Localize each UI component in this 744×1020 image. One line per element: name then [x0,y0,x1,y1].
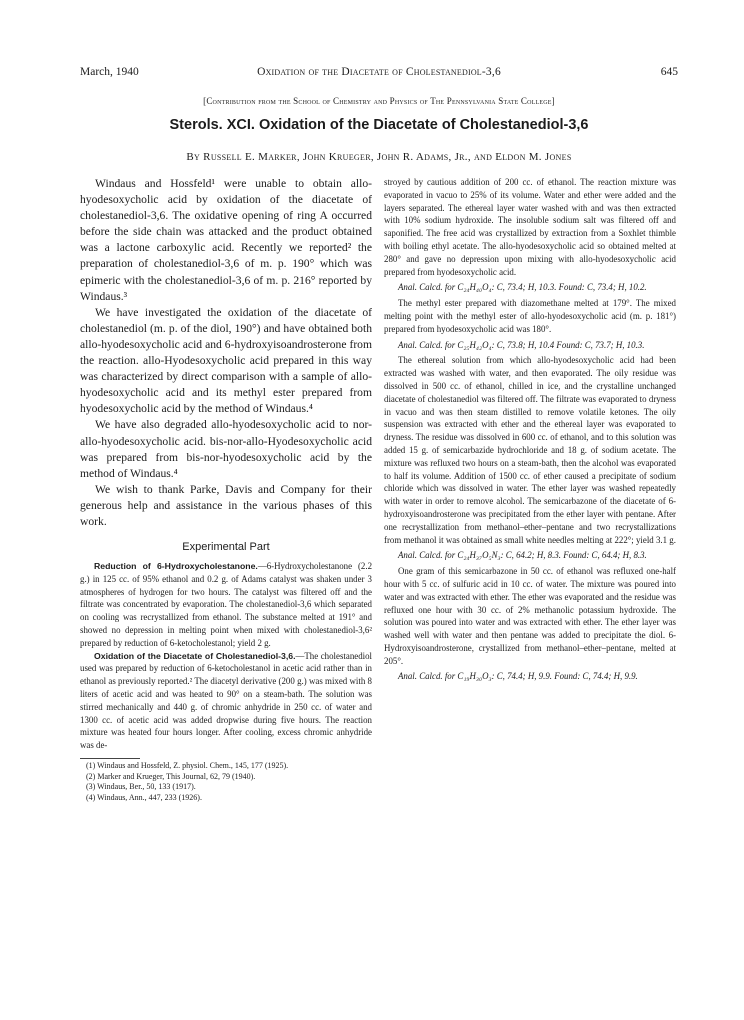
intro-paragraph: We have also degraded allo-hyodesoxycholic acid to nor-allo-hyodesoxycholic acid. bis-nor-allo-Hyodesoxycholic acid was prepared from bis-nor-hyodesoxycholic acid by the method of Windaus.⁴ [80,418,372,480]
intro-paragraph: We wish to thank Parke, Davis and Company for their generous help and assistance in the various phases of this work. [80,482,372,528]
left-column [80,176,372,803]
footnote: (4) Windaus, Ann., 447, 233 (1926). [86,792,202,802]
article-title: Sterols. XCI. Oxidation of the Diacetate of Cholestanediol-3,6 [169,117,589,133]
contribution-line: [Contribution from the School of Chemistry and Physics of The Pennsylvania State College] [203,96,555,106]
header-title: Oxidation of the Diacetate of Cholestanediol-3,6 [257,66,501,78]
experimental-heading: Experimental Part [182,541,270,554]
reduction-run-in-head: Reduction of 6-Hydroxycholestanone. [94,561,258,572]
introduction [80,176,372,530]
body-paragraph: The ethereal solution from which allo-hyodesoxycholic acid had been extracted was washed with water, and then evaporated. The oily residue was dissolved in 500 cc. of ethanol, chilled in ice, and the crystalline unchanged diacetate of cholestanediol was filtered off. The filtrate was evaporated to dryness in vacuo and was then steam distilled to remove volatile ketones. The oily suspension was extracted with ether and the ethereal layer was evaporated to dryness. The residue was dissolved in 600 cc. of ethanol, and to this solution was added 15 g. of semicarbazide hydrochloride and 18 g. of sodium acetate. The mixture was refluxed two hours on a steam-bath, then the alcohol was evaporated to half its volume. Addition of 1500 cc. of ether caused a precipitate of sodium chloride which was dissolved in water. The ether layer was washed repeatedly with water in order to remove alcohol. The semicarbazone of the diacetate of 6-hydroxyisoandrosterone was precipitated from the ether layer with pentane. After one recrystallization from methanol–ether–pentane and two recrystallizations from methanol it was obtained as small white needles melting at 222°; yield 3.1 g. [384,355,676,545]
page-number: 645 [660,66,678,78]
analysis-line: Anal. Calcd. for C₂₄H₃₇O₅N₃: C, 64.2; H, 8.3. Found: C, 64.4; H, 8.3. [398,550,647,561]
footnote-rule [80,758,140,759]
oxidation-text: —The cholestanediol used was prepared by reduction of 6-ketocholestanol in acetic acid rather than in ethanol as previously reported.² The diacetyl derivative (200 g.) was mixed with 8 liters of acetic acid and was heated to 90° on a steam-bath. The solution was stirred mechanically and 440 g. of chromic anhydride in 250 cc. of water and 1300 cc. of acetic acid was added dropwise during five hours. The reaction mixture was heated four hours longer. After cooling, excess chromic anhydride was de- [80,650,373,751]
body-paragraph: One gram of this semicarbazone in 50 cc. of ethanol was refluxed one-half hour with 5 cc. of sulfuric acid in 10 cc. of water. The mixture was poured into water and was extracted with ether. The ether was evaporated and the residue was refluxed one hour with 30 cc. of 2% methanolic potassium hydroxide. The solution was poured into water and was extracted with ether. The ether layer was washed well with water and then pentane was added to precipitate the diol. 6-Hydroxyisoandrosterone, crystallized from methanol–ether–pentane, melted at 205°. [384,566,676,666]
body-paragraph: stroyed by cautious addition of 200 cc. of ethanol. The reaction mixture was evaporated in vacuo to 25% of its volume. Water and ether were added and the layers separated. The ethereal layer water washed with and was then extracted with 10% sodium hydroxide. The insoluble sodium salt was filtered off and saponified. The free acid was crystallized by extraction from a Soxhlet thimble with boiling ethyl acetate. The allo-hyodesoxycholic acid so obtained melted at 280° and gave no depression upon mixing with allo-hyodesoxycholic acid prepared from hyodesoxycholic acid. [384,177,676,277]
reduction-paragraph [80,560,372,650]
footnote: (1) Windaus and Hossfeld, Z. physiol. Chem., 145, 177 (1925). [86,761,289,771]
footnote: (2) Marker and Krueger, This Journal, 62, 79 (1940). [86,771,256,781]
running-header [80,66,678,82]
right-column [384,176,676,683]
oxidation-paragraph [80,650,372,752]
author-line: By Russell E. Marker, John Krueger, John R. Adams, Jr., and Eldon M. Jones [186,151,572,163]
intro-paragraph: Windaus and Hossfeld¹ were unable to obtain allo-hyodesoxycholic acid by oxidation of the diacetate of cholestanediol-3,6. The oxidative opening of ring A occurred before the side chain was attacked and the product obtained was a lactone carboxylic acid. Recently we reported² the preparation of cholestanediol-3,6 of m. p. 190° which was epimeric with the cholestanediol-3,6 of m. p. 216° reported by Windaus.³ [80,177,372,303]
body-paragraph: The methyl ester prepared with diazomethane melted at 179°. The mixed melting point with the methyl ester of allo-hyodesoxycholic acid (m. p. 181°) prepared from hyodesoxycholic acid was 180°. [384,298,676,334]
header-date: March, 1940 [80,66,139,78]
oxidation-run-in-head: Oxidation of the Diacetate of Cholestanediol-3,6. [94,650,296,661]
reduction-text: —6-Hydroxycholestanone (2.2 g.) in 125 cc. of 95% ethanol and 0.2 g. of Adams catalyst was shaken under 3 atmospheres of hydrogen for two hours. The catalyst was filtered off and the filtrate was concentrated by evaporation. The cholestanediol-3,6 which separated on cooling was recrystallized from ethanol. The substance melted at 191° and showed no depression in melting point when mixed with cholestanediol-3,6² prepared by reduction of 6-ketocholestanol; yield 2 g. [80,561,373,648]
analysis-line: Anal. Calcd. for C₂₄H₄₀O₄: C, 73.4; H, 10.3. Found: C, 73.4; H, 10.2. [398,282,647,293]
analysis-line: Anal. Calcd. for C₂₅H₄₂O₄: C, 73.8; H, 10.4 Found: C, 73.7; H, 10.3. [398,339,645,350]
intro-paragraph: We have investigated the oxidation of the diacetate of cholestanediol (m. p. of the diol, 190°) and have obtained both allo-hyodesoxycholic acid and 6-hydroxyisoandrosterone from the reaction. allo-Hyodesoxycholic acid prepared in this way was characterized by direct comparison with a sample of allo-hyodesoxycholic acid and its methyl ester prepared from hyodesoxycholic acid by the method of Windaus.⁴ [80,305,372,416]
experimental-section [80,560,372,752]
footnote: (3) Windaus, Ber., 50, 133 (1917). [86,782,196,792]
analysis-line: Anal. Calcd. for C₁₉H₃₀O₃: C, 74.4; H, 9.9. Found: C, 74.4; H, 9.9. [398,671,638,682]
footnotes [80,761,372,803]
experimental-continued [384,176,676,683]
